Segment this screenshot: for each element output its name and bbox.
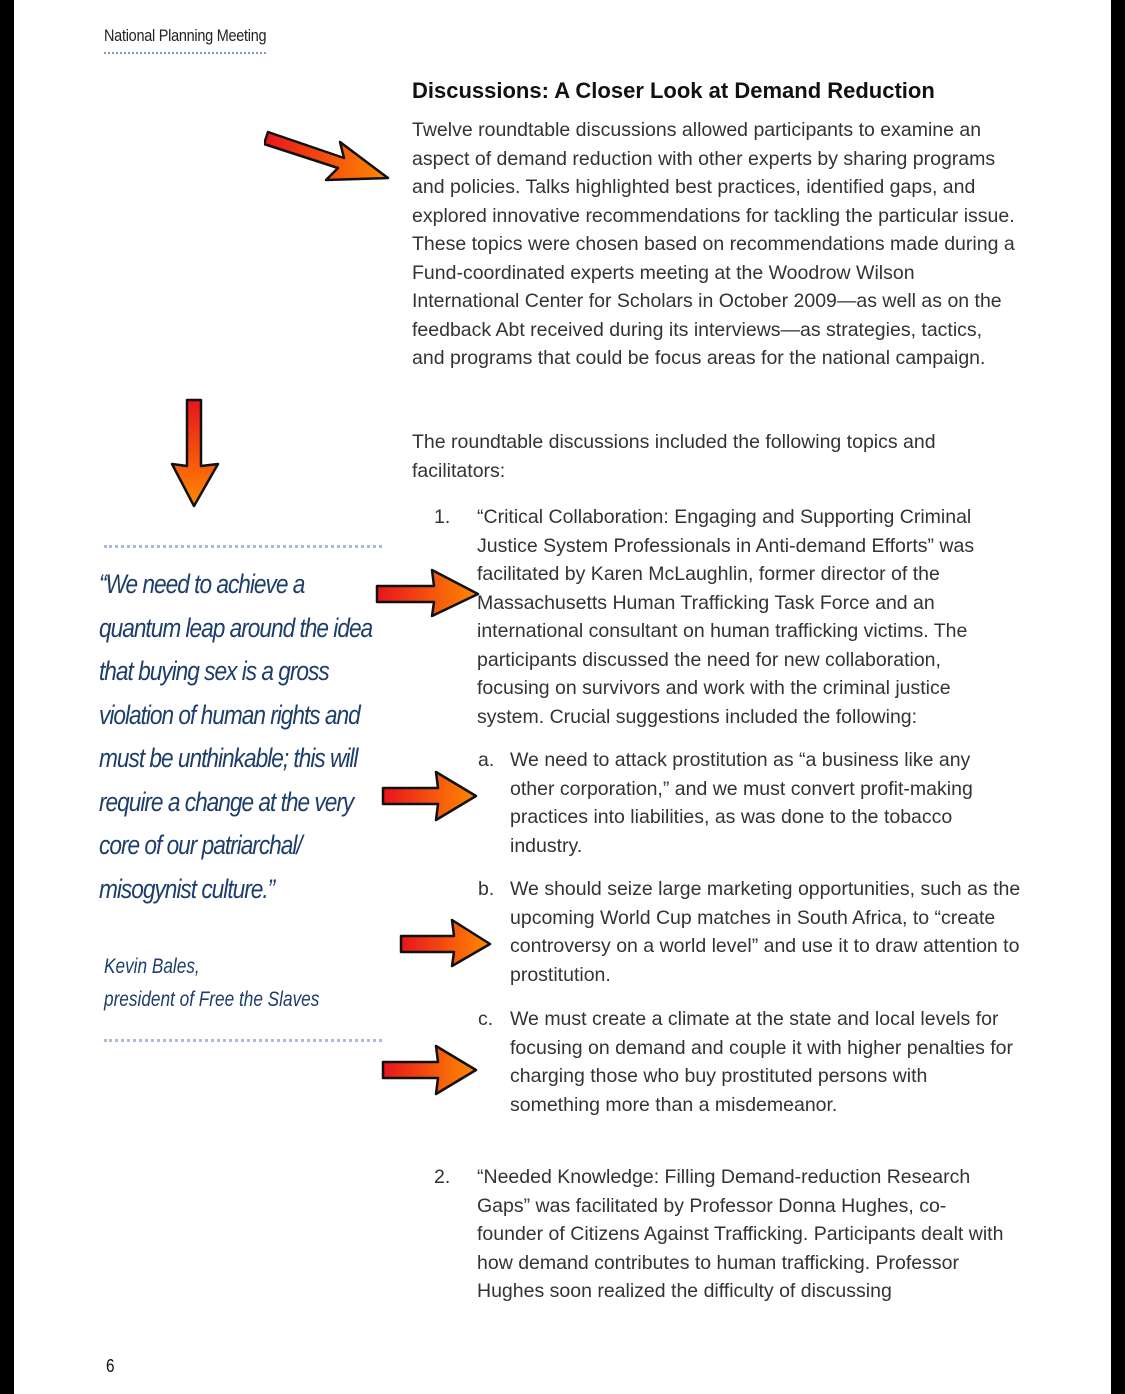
- arrow-pointing-right-icon: [380, 1040, 480, 1098]
- pull-quote-top-rule: [104, 545, 382, 548]
- pull-quote-role: president of Free the Slaves: [104, 988, 320, 1011]
- list-item-number: 1.: [434, 506, 451, 528]
- intro-paragraph: Twelve roundtable discussions allowed participants to examine an aspect of demand reduction with other experts by sharing programs and policies. Talks highlighted best practices, identified gaps, and explored innovative recommendations for tackling the particular issue. These topics were chosen based on recommendations made during a Fund-coordinated experts meeting at the Woodrow Wilson International Center for Scholars in October 2009—as well as on the feedback Abt received during its interviews—as strategies, tactics, and programs that could be focus areas for the national campaign.: [412, 119, 1015, 369]
- list-item-number: 2.: [434, 1166, 451, 1188]
- sublist-item-letter: a.: [478, 749, 495, 771]
- list-item-text: “Critical Collaboration: Engaging and Supporting Criminal Justice System Professionals in Anti-demand Efforts” was facilitated by Karen McLaughlin, former director of the Massachusetts Human Trafficking Task Force and an international consultant on human trafficking victims. The participants discussed the need for new collaboration, focusing on survivors and work with the criminal justice system. Crucial suggestions included the following:: [477, 506, 975, 728]
- running-head: National Planning Meeting: [104, 26, 267, 45]
- sublist-item-letter: c.: [478, 1008, 494, 1030]
- arrow-pointing-right-icon: [380, 766, 480, 824]
- sublist-item-text: We need to attack prostitution as “a business like any other corporation,” and we must convert profit-making practices into liabilities, as was done to the tobacco industry.: [510, 749, 973, 857]
- list-item-text: “Needed Knowledge: Filling Demand-reduction Research Gaps” was facilitated by Professor Donna Hughes, co-founder of Citizens Against Trafficking. Participants dealt with how demand contributes to human trafficking. Professor Hughes soon realized the difficulty of discussing: [477, 1166, 1004, 1302]
- section-title: Discussions: A Closer Look at Demand Reduction: [412, 78, 935, 103]
- pull-quote-attribution: [104, 950, 350, 1016]
- lead-in-paragraph: The roundtable discussions included the following topics and facilitators:: [412, 431, 936, 482]
- sublist-item-letter: b.: [478, 878, 495, 900]
- page-number: 6: [106, 1356, 115, 1376]
- arrow-pointing-right-icon: [264, 112, 394, 188]
- running-head-rule: [104, 52, 266, 54]
- arrow-pointing-right-icon: [398, 916, 494, 970]
- pull-quote-bottom-rule: [104, 1039, 382, 1042]
- pull-quote-author: Kevin Bales,: [104, 955, 200, 978]
- arrow-pointing-right-icon: [374, 566, 482, 620]
- document-page: [14, 0, 1111, 1394]
- pull-quote: “We need to achieve a quantum leap around the idea that buying sex is a gross violation of human rights and must be unthinkable; this will require a change at the very core of our patriarchal/ misogynist culture.”: [99, 569, 373, 904]
- arrow-pointing-down-icon: [166, 396, 224, 512]
- sublist-item-text: We must create a climate at the state and local levels for focusing on demand and couple it with higher penalties for charging those who buy prostituted persons with something more than a misdemeanor.: [510, 1008, 1013, 1116]
- sublist-item-text: We should seize large marketing opportunities, such as the upcoming World Cup matches in South Africa, to “create controversy on a world level” and use it to draw attention to prostitution.: [510, 878, 1021, 986]
